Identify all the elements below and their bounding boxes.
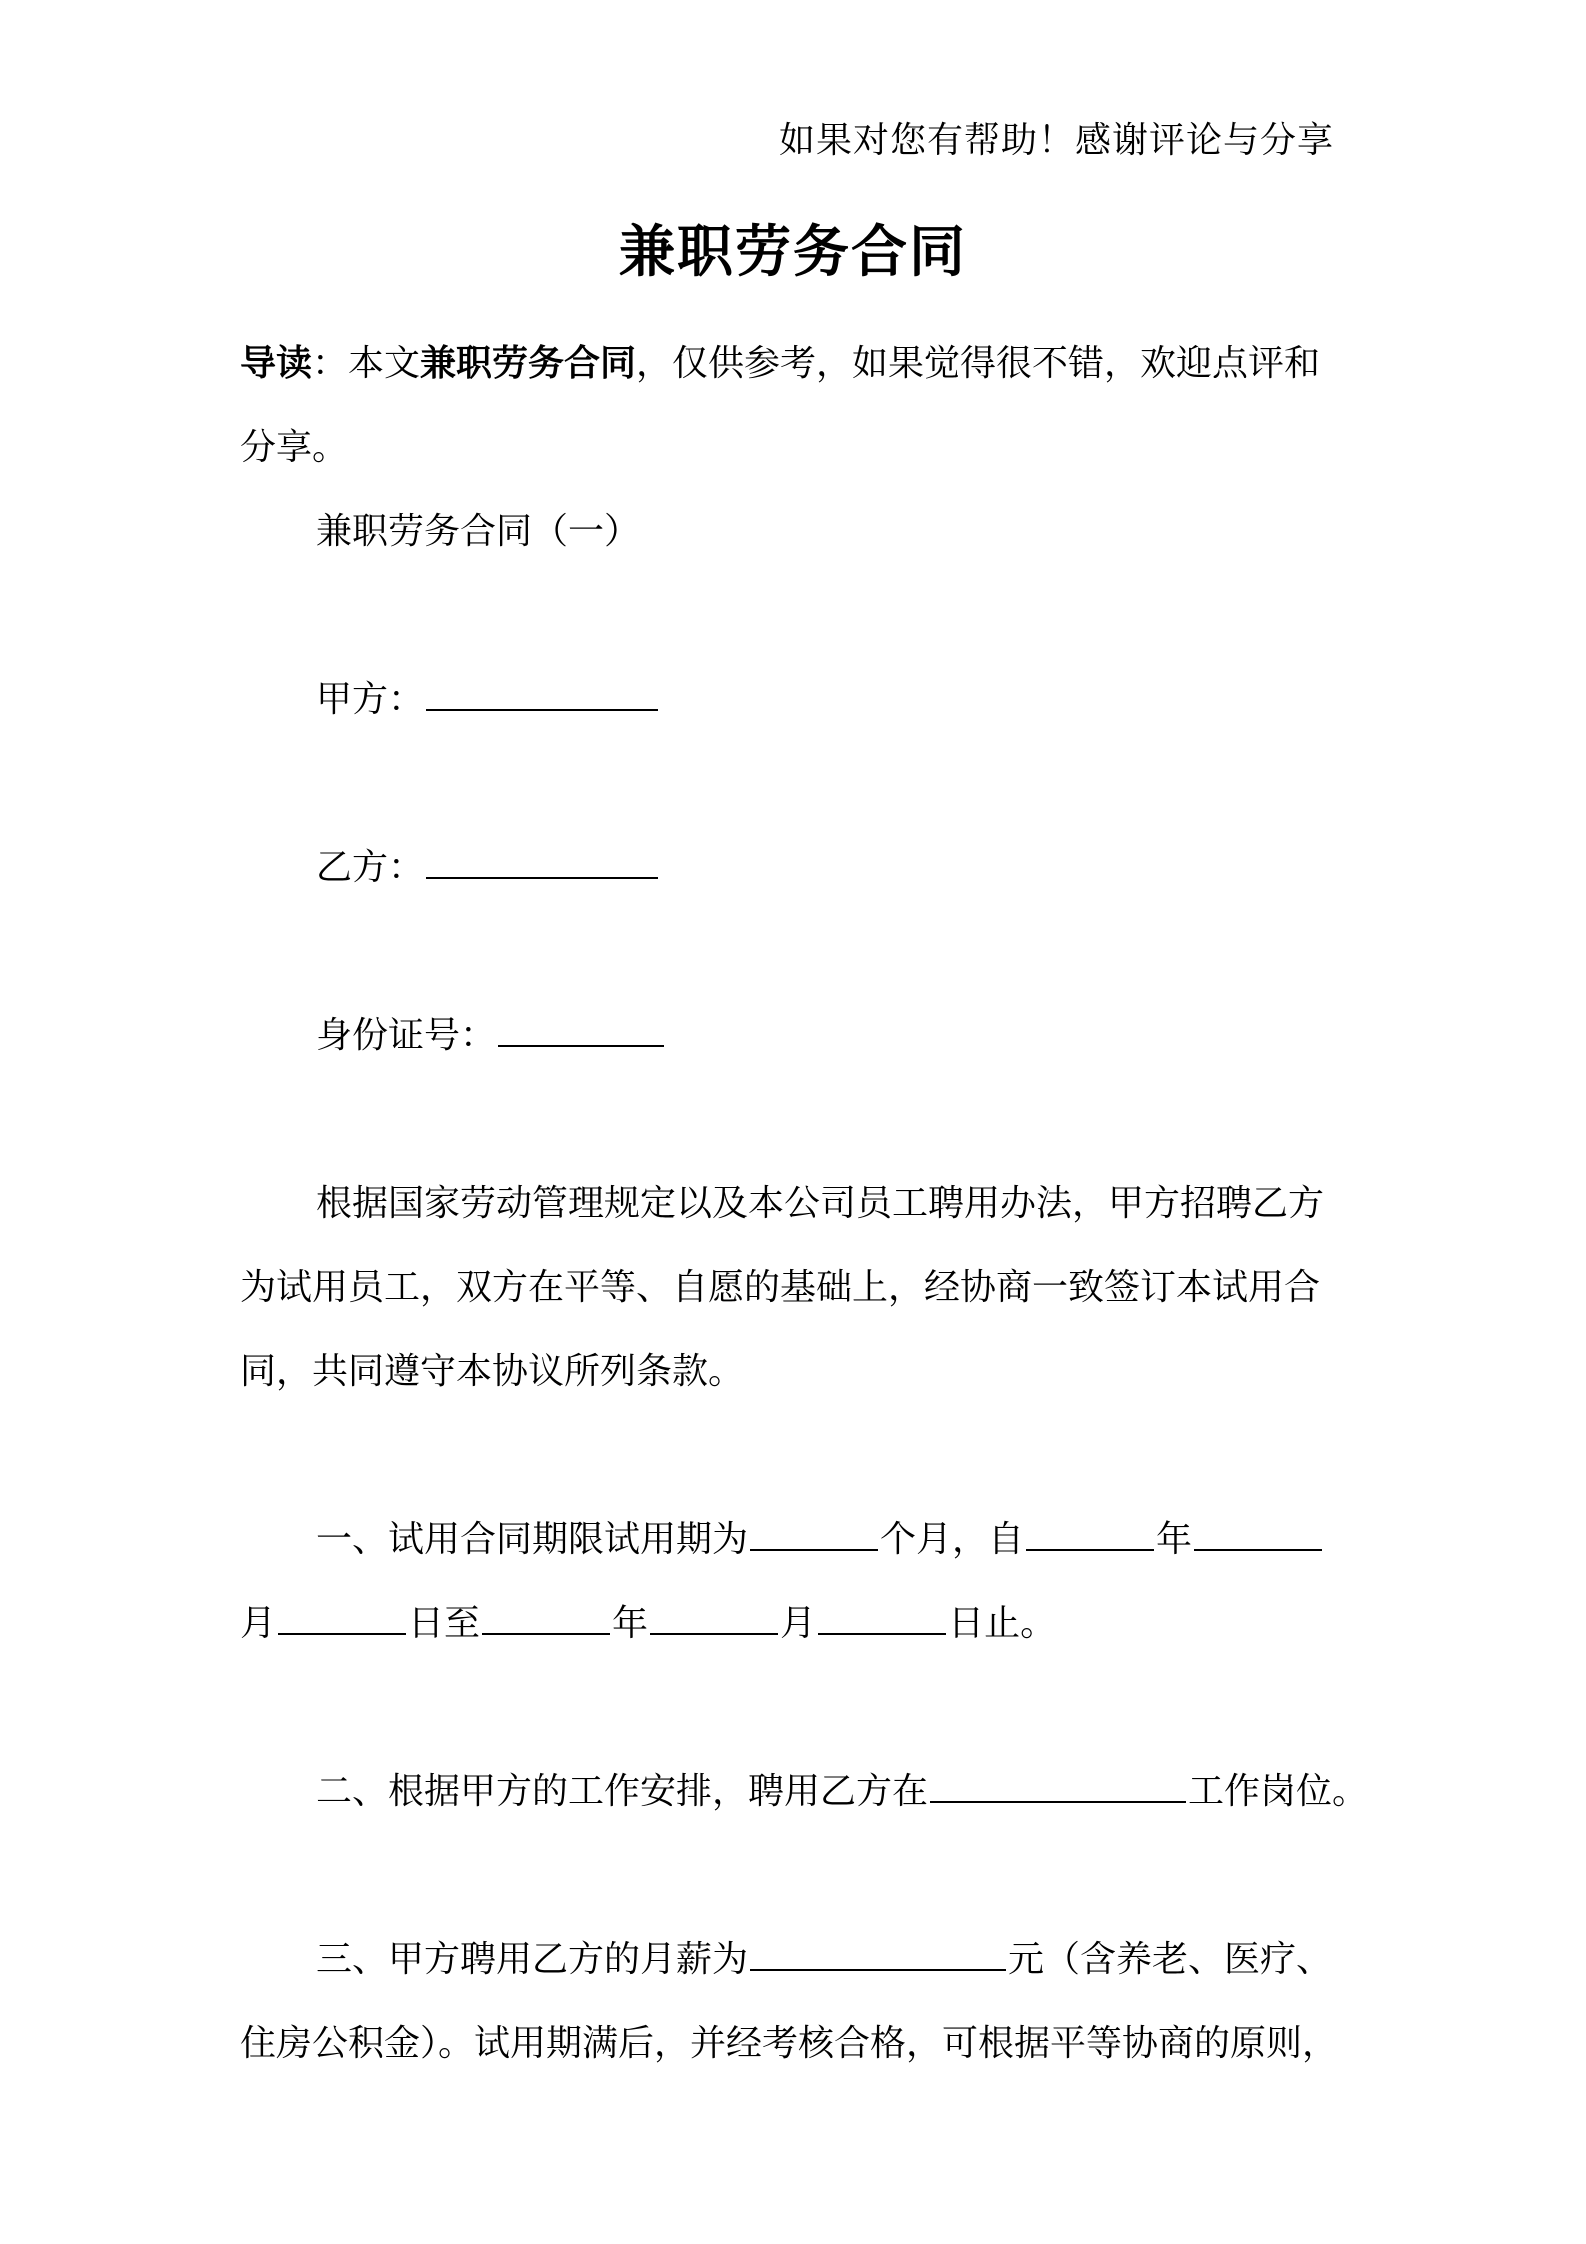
party-a-label: 甲方：: [316, 679, 425, 720]
clause-1-blank-start-month: [1194, 1519, 1322, 1551]
intro-doc-name: 兼职劳务合同: [420, 343, 637, 384]
intro-text-1: ，仅供参考，如果觉得很不错，欢迎点评和: [636, 343, 1321, 384]
id-number-label: 身份证号：: [316, 1015, 497, 1056]
party-b-label: 乙方：: [316, 847, 425, 888]
intro-colon: ：本文: [312, 343, 421, 384]
clause-1-text-c: 年: [1156, 1519, 1193, 1560]
clause-3-text-b: 元（含养老、医疗、: [1008, 1939, 1333, 1980]
clause-3-text-a: 三、甲方聘用乙方的月薪为: [316, 1939, 749, 1980]
clause-1-text-g: 月: [780, 1603, 817, 1644]
clause-1-blank-end-day: [818, 1603, 946, 1635]
clause-1-blank-start-day: [278, 1603, 406, 1635]
clause-1-text-a: 一、试用合同期限试用期为: [316, 1519, 749, 1560]
header-note: 如果对您有帮助！感谢评论与分享: [778, 120, 1334, 161]
clause-1-text-e: 日至: [408, 1603, 481, 1644]
clause-1-blank-end-year: [482, 1603, 610, 1635]
clause-1-text-h: 日止。: [948, 1603, 1057, 1644]
document-title: 兼职劳务合同: [619, 220, 967, 285]
section-heading: 兼职劳务合同（一）: [316, 511, 641, 552]
party-b-blank: [426, 847, 658, 879]
clause-1-blank-end-month: [650, 1603, 778, 1635]
clause-1-line-2: [240, 1582, 1056, 1666]
clause-2-blank-position: [930, 1771, 1186, 1803]
clause-1-line-1: [316, 1498, 1324, 1582]
preamble-line-3: 同，共同遵守本协议所列条款。: [240, 1351, 745, 1392]
party-a-blank: [426, 679, 658, 711]
preamble-line-2: 为试用员工，双方在平等、自愿的基础上，经协商一致签订本试用合: [240, 1267, 1321, 1308]
clause-1-text-f: 年: [612, 1603, 649, 1644]
clause-2-text-a: 二、根据甲方的工作安排，聘用乙方在: [316, 1771, 929, 1812]
clause-3-line-1: [316, 1918, 1332, 2002]
clause-2-line-1: [316, 1750, 1368, 1834]
clause-1-blank-months: [750, 1519, 878, 1551]
clause-1-text-d: 月: [240, 1603, 277, 1644]
intro-label: 导读: [240, 343, 313, 384]
intro-line-1: [240, 322, 1320, 406]
clause-3-blank-salary: [750, 1939, 1006, 1971]
party-a-field: [316, 658, 660, 742]
id-number-field: [316, 994, 666, 1078]
party-b-field: [316, 826, 660, 910]
clause-2-text-b: 工作岗位。: [1188, 1771, 1369, 1812]
preamble-line-1: 根据国家劳动管理规定以及本公司员工聘用办法，甲方招聘乙方: [316, 1183, 1325, 1224]
clause-1-text-b: 个月，自: [880, 1519, 1025, 1560]
clause-1-blank-start-year: [1026, 1519, 1154, 1551]
clause-3-line-2: 住房公积金）。试用期满后，并经考核合格，可根据平等协商的原则，: [240, 2023, 1339, 2064]
intro-line-2: 分享。: [240, 427, 349, 468]
id-number-blank: [498, 1015, 664, 1047]
